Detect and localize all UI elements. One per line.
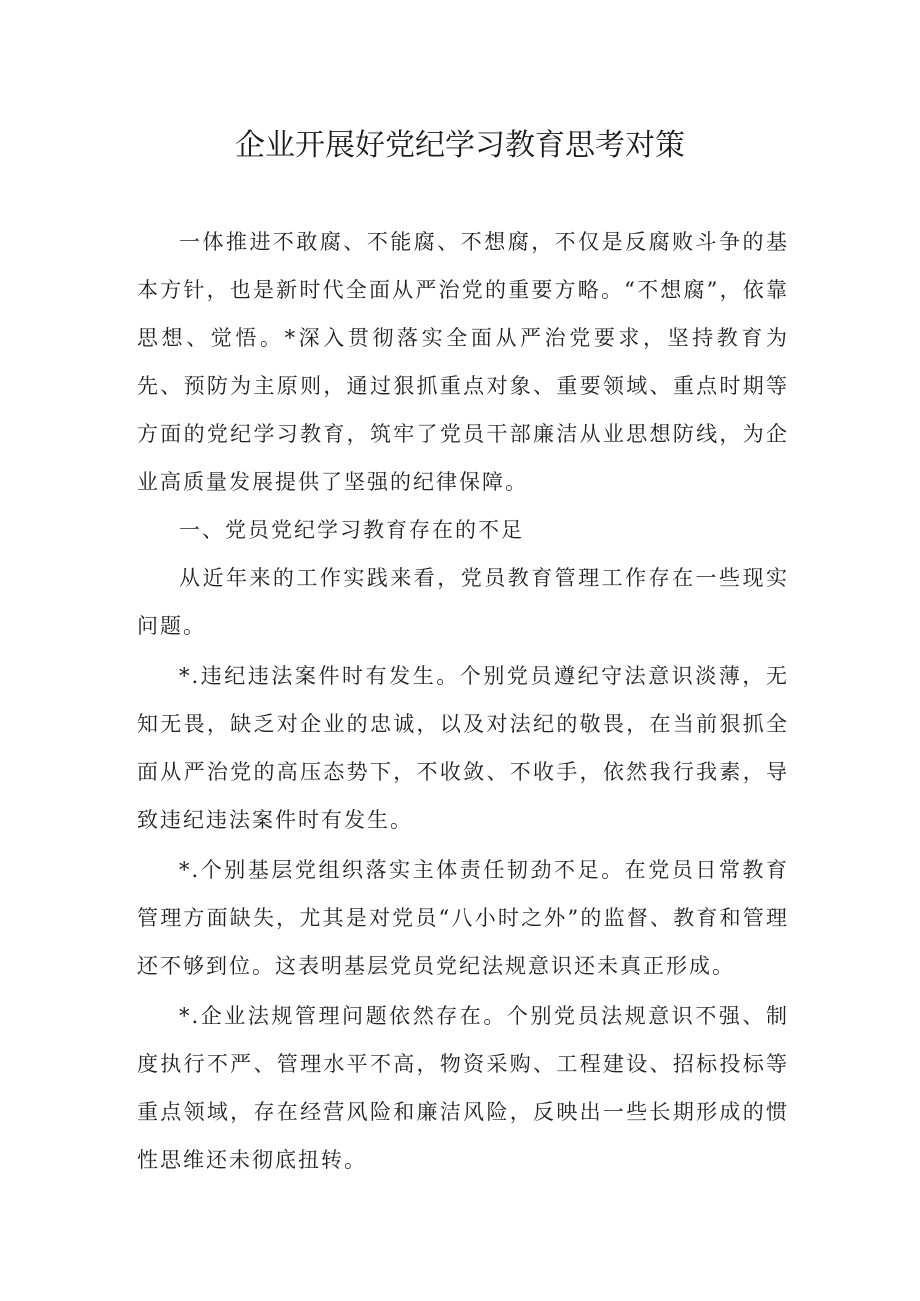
intro-paragraph: 一体推进不敢腐、不能腐、不想腐，不仅是反腐败斗争的基本方针，也是新时代全面从严治党的重要方略。“不想腐”，依靠思想、觉悟。*深入贯彻落实全面从严治党要求，坚持教育为先、预防为主原则，通过狠抓重点对象、重要领域、重点时期等方面的党纪学习教育，筑牢了党员干部廉洁从业思想防线，为企业高质量发展提供了坚强的纪律保障。	[137, 230, 789, 494]
issue-paragraph-2: *.个别基层党组织落实主体责任韧劲不足。在党员日常教育管理方面缺失，尤其是对党员“八小时之外”的监督、教育和管理还不够到位。这表明基层党员党纪法规意识还未真正形成。	[137, 858, 789, 978]
section-1-intro-paragraph: 从近年来的工作实践来看，党员教育管理工作存在一些现实问题。	[137, 566, 789, 638]
issue-paragraph-1: *.违纪违法案件时有发生。个别党员遵纪守法意识淡薄，无知无畏，缺乏对企业的忠诚，以及对法纪的敬畏，在当前狠抓全面从严治党的高压态势下，不收敛、不收手，依然我行我素，导致违纪违法案件时有发生。	[137, 664, 789, 832]
issue-paragraph-3: *.企业法规管理问题依然存在。个别党员法规意识不强、制度执行不严、管理水平不高，物资采购、工程建设、招标投标等重点领域，存在经营风险和廉洁风险，反映出一些长期形成的惯性思维还未彻底扭转。	[137, 1004, 789, 1172]
section-heading-1: 一、党员党纪学习教育存在的不足	[179, 518, 524, 542]
document-body	[137, 218, 789, 1184]
document-title: 企业开展好党纪学习教育思考对策	[235, 128, 685, 163]
